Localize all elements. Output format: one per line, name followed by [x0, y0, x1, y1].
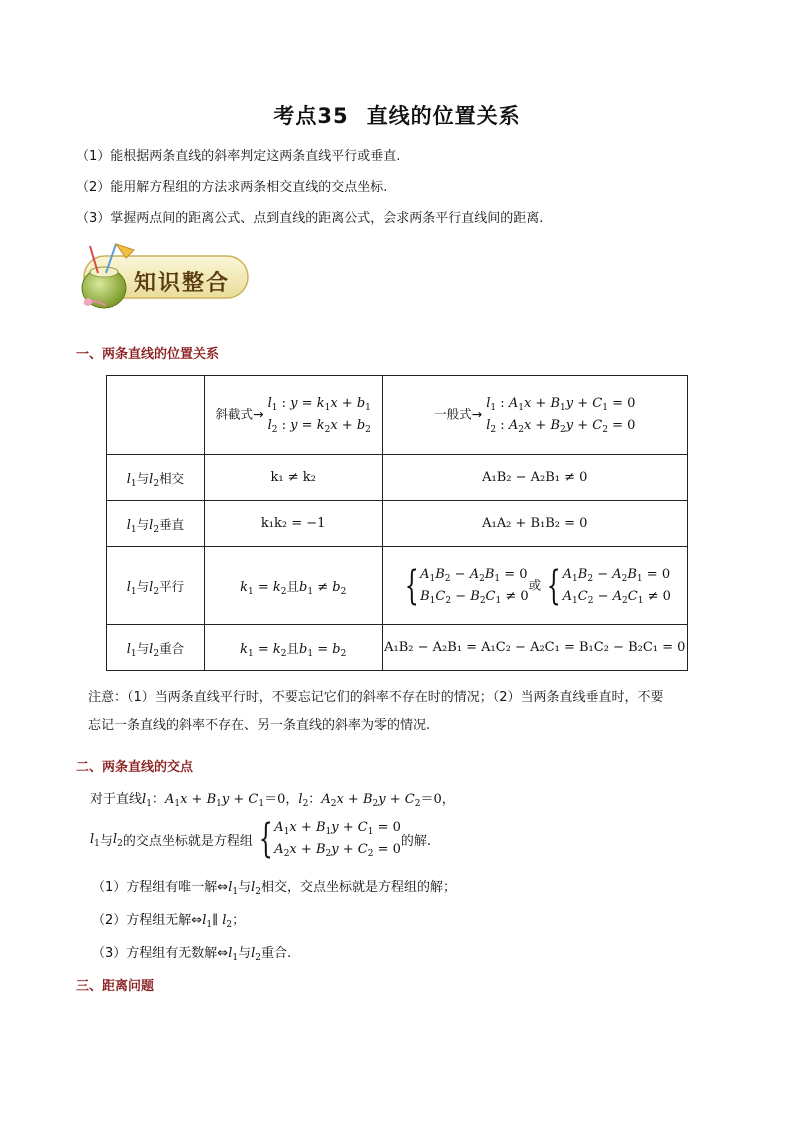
slope-condition-parallel: $k_1 = k_2$且$b_1 \ne b_2$: [204, 547, 382, 625]
general-condition-parallel: { $A_1B_2 - A_2B_1 = 0$ $B_1C_2 - B_2C_1 \ne 0$或 { $A_1B_2 - A_2B_1 = 0$ $A_1C_2 - A_2C_1 \ne 0$: [382, 547, 687, 625]
badge-label: 知识整合: [134, 271, 231, 296]
table-corner-cell: [107, 376, 205, 455]
slope-condition-coincide: $k_1 = k_2$且$b_1 = b_2$: [204, 625, 382, 671]
note-line-1: 注意：（1）当两条直线平行时，不要忘记它们的斜率不存在时的情况；（2）当两条直线垂直时，不要: [88, 690, 664, 705]
table-header-row: [107, 376, 688, 455]
table-row-perpendicular: [107, 501, 688, 547]
table-row-intersect: [107, 455, 688, 501]
general-condition-coincide: A₁B₂ − A₂B₁ = A₁C₂ − A₂C₁ = B₁C₂ − B₂C₁ = 0: [382, 625, 687, 671]
requirement-2: （2）能用解方程组的方法求两条相交直线的交点坐标.: [76, 180, 388, 195]
intersection-item-1: （1）方程组有唯一解$\Leftrightarrow l_1$与$l_2$相交，交点坐标就是方程组的解；: [92, 880, 457, 897]
slope-intercept-form-cell: 斜截式→ $l_1$ : $y = k_1x + b_1$ $l_2$ : $y = k_2x + b_2$: [204, 376, 382, 455]
slope-condition-perpendicular: k₁k₂ = −1: [204, 501, 382, 547]
intersection-system: $l_1$ 与 $l_2$ 的交点坐标就是方程组 { $A_1x + B_1y + C_1 = 0$ $A_2x + B_2y + C_2 = 0$ 的解.: [90, 816, 432, 862]
section-heading-2: 二、两条直线的交点: [76, 760, 194, 775]
page-title: [0, 100, 794, 130]
row-label-perpendicular: $l_1$与$l_2$垂直: [107, 501, 205, 547]
general-form-cell: 一般式→ $l_1$ : $A_1x + B_1y + C_1 = 0$ $l_2$ : $A_2x + B_2y + C_2 = 0$: [382, 376, 687, 455]
slope-condition-intersect: k₁ ≠ k₂: [204, 455, 382, 501]
relation-table: [106, 375, 688, 671]
table-row-coincide: [107, 625, 688, 671]
title-main: 直线的位置关系: [366, 104, 521, 128]
intersection-item-3: （3）方程组有无数解$\Leftrightarrow l_1$与$l_2$重合.: [92, 946, 292, 963]
row-label-parallel: $l_1$与$l_2$平行: [107, 547, 205, 625]
section-heading-3: 三、距离问题: [76, 979, 155, 994]
row-label-intersect: $l_1$与$l_2$相交: [107, 455, 205, 501]
section-heading-1: 一、两条直线的位置关系: [76, 347, 220, 362]
requirement-3: （3）掌握两点间的距离公式、点到直线的距离公式，会求两条平行直线间的距离.: [76, 211, 544, 226]
general-condition-intersect: A₁B₂ − A₂B₁ ≠ 0: [382, 455, 687, 501]
general-condition-perpendicular: A₁A₂ + B₁B₂ = 0: [382, 501, 687, 547]
table-row-parallel: [107, 547, 688, 625]
note-line-2: 忘记一条直线的斜率不存在、另一条直线的斜率为零的情况.: [88, 718, 431, 733]
title-prefix: 考点35: [273, 104, 349, 128]
intersection-intro: 对于直线$l_1$：$A_1x + B_1y + C_1=0$，$l_2$：$A_2x + B_2y + C_2=0$，: [90, 792, 455, 809]
intersection-item-2: （2）方程组无解$\Leftrightarrow l_1\parallel$ $l_2$；: [92, 913, 246, 930]
knowledge-badge: [76, 240, 254, 316]
row-label-coincide: $l_1$与$l_2$重合: [107, 625, 205, 671]
requirement-1: （1）能根据两条直线的斜率判定这两条直线平行或垂直.: [76, 149, 401, 164]
